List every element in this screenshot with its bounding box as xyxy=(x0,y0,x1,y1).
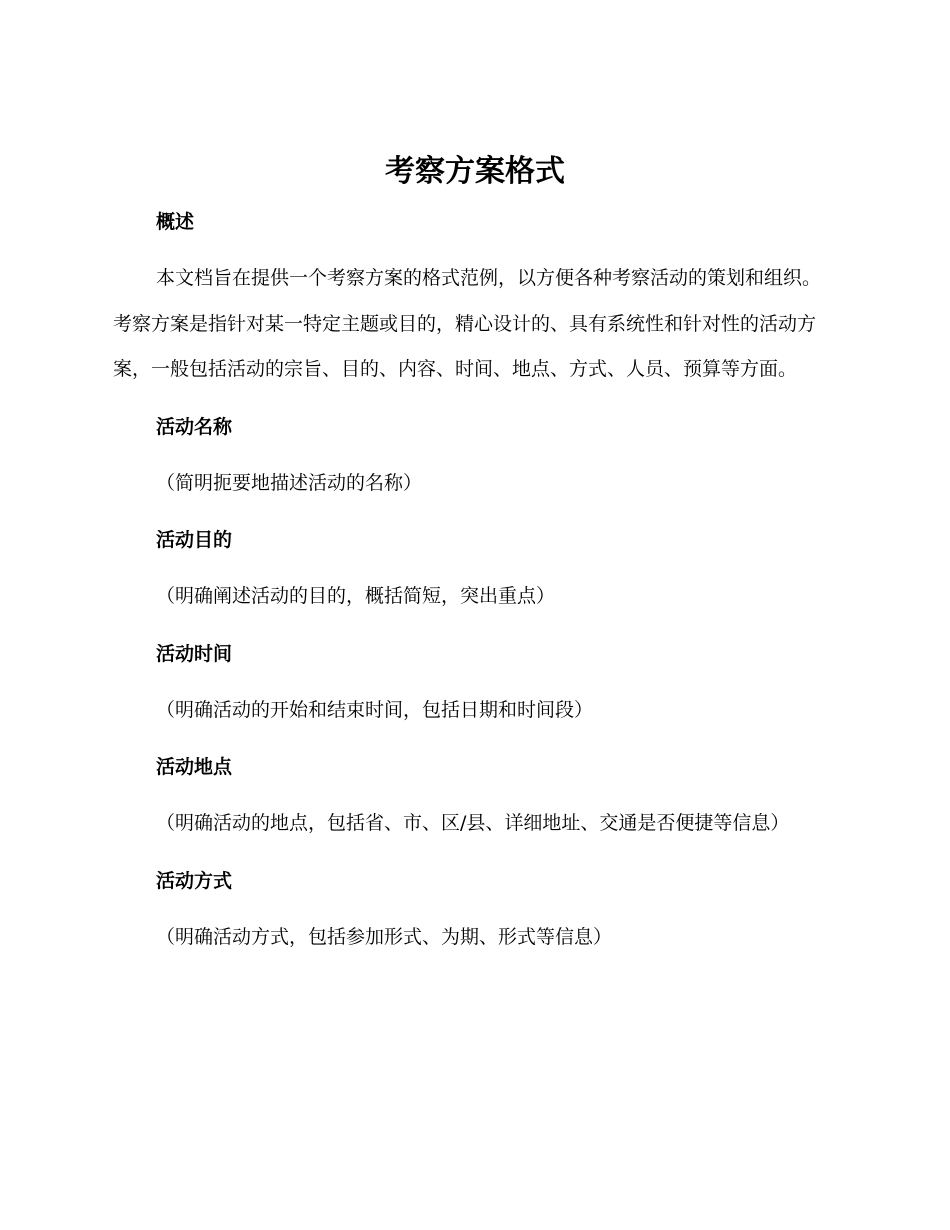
section-heading: 概述 xyxy=(156,211,195,233)
section-activity-location xyxy=(113,745,833,859)
document-title: 考察方案格式 xyxy=(385,154,565,189)
section-activity-method xyxy=(113,859,833,961)
section-activity-purpose xyxy=(113,518,833,632)
document-body xyxy=(113,200,833,960)
section-heading: 活动时间 xyxy=(156,642,233,665)
section-heading: 活动方式 xyxy=(156,869,233,892)
section-paragraph: （简明扼要地描述活动的名称） xyxy=(156,471,423,494)
section-paragraph: （明确阐述活动的目的，概括简短，突出重点） xyxy=(156,585,556,607)
section-heading: 活动地点 xyxy=(156,756,233,778)
section-paragraph: （明确活动方式，包括参加形式、为期、形式等信息） xyxy=(156,925,613,948)
section-paragraph: （明确活动的开始和结束时间，包括日期和时间段） xyxy=(156,698,594,721)
section-paragraph: （明确活动的地点，包括省、市、区/县、详细地址、交通是否便捷等信息） xyxy=(156,812,790,834)
section-heading: 活动目的 xyxy=(156,529,233,551)
section-heading: 活动名称 xyxy=(156,415,233,438)
section-overview xyxy=(113,200,833,405)
section-activity-time xyxy=(113,632,833,746)
section-activity-name xyxy=(113,405,833,519)
section-paragraph: 本文档旨在提供一个考察方案的格式范例，以方便各种考察活动的策划和组织。考察方案是指针对某一特定主题或目的，精心设计的、具有系统性和针对性的活动方案，一般包括活动的宗旨、目的、内容、时间、地点、方式、人员、预算等方面。 xyxy=(113,267,822,380)
